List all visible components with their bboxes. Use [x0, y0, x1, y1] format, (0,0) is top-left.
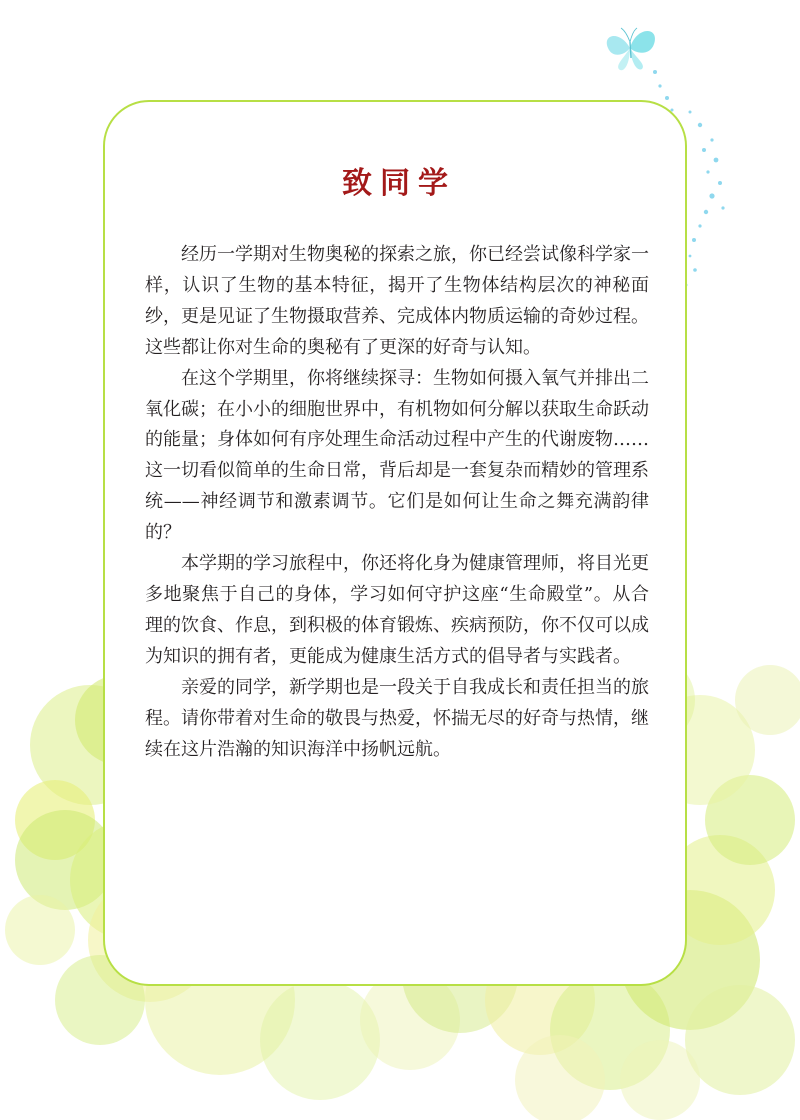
- letter-body: [145, 240, 649, 765]
- paragraph-3: 本学期的学习旅程中，你还将化身为健康管理师，将目光更多地聚焦于自己的身体，学习如何守护这座“生命殿堂”。从合理的饮食、作息，到积极的体育锻炼、疾病预防，你不仅可以成为知识的拥有者，更能成为健康生活方式的倡导者与实践者。: [145, 553, 649, 667]
- paragraph-1: 经历一学期对生物奥秘的探索之旅，你已经尝试像科学家一样，认识了生物的基本特征，揭开了生物体结构层次的神秘面纱，更是见证了生物摄取营养、完成体内物质运输的奇妙过程。这些都让你对生命的奥秘有了更深的好奇与认知。: [145, 244, 649, 358]
- paragraph-4: 亲爱的同学，新学期也是一段关于自我成长和责任担当的旅程。请你带着对生命的敬畏与热爱，怀揣无尽的好奇与热情，继续在这片浩瀚的知识海洋中扬帆远航。: [145, 676, 649, 760]
- butterfly-icon: [607, 28, 655, 70]
- page-title: 致同学: [342, 166, 456, 201]
- paragraph-2: 在这个学期里，你将继续探寻：生物如何摄入氧气并排出二氧化碳；在小小的细胞世界中，有机物如何分解以获取生命跃动的能量；身体如何有序处理生命活动过程中产生的代谢废物……这一切看似简单的生命日常，背后却是一套复杂而精妙的管理系统——神经调节和激素调节。它们是如何让生命之舞充满韵律的？: [145, 367, 649, 544]
- letter-card: [103, 100, 687, 986]
